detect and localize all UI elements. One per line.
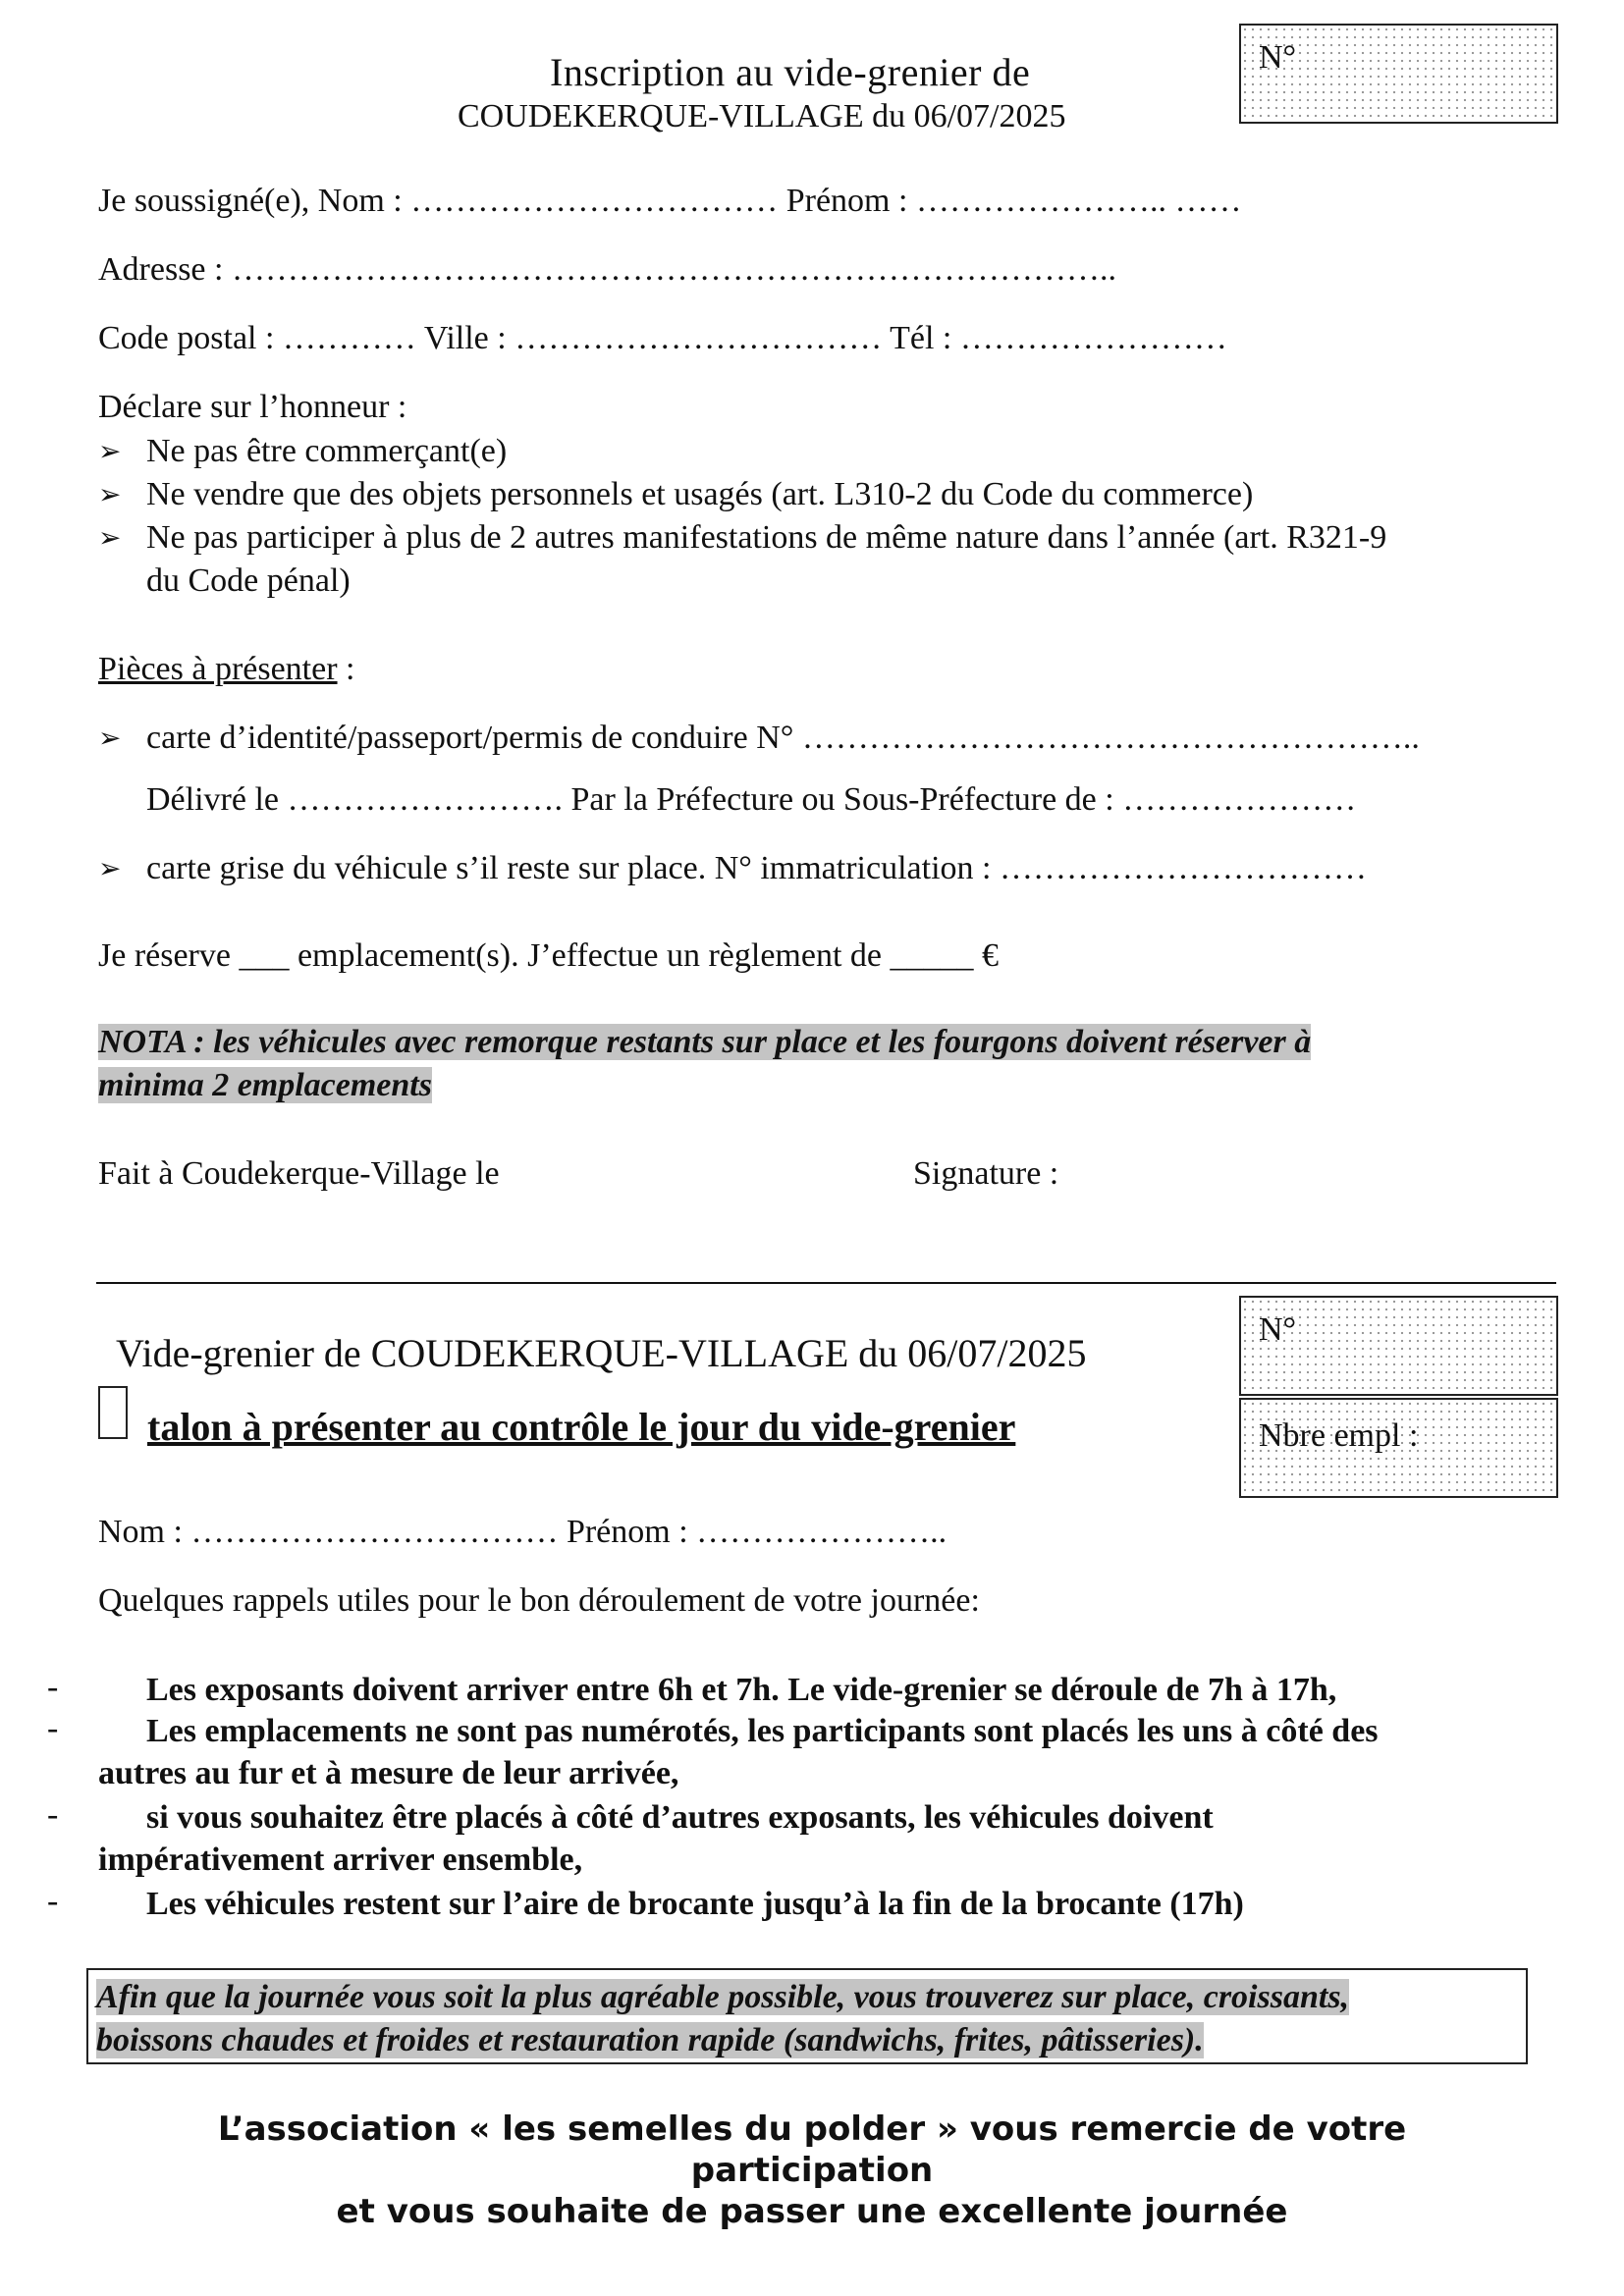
arrowhead-bullet-icon: ➢ (98, 478, 122, 510)
info-line-2: boissons chaudes et froides et restauration rapide (sandwichs, frites, pâtisseries). (96, 2022, 1204, 2058)
rappel-item-continued: autres au fur et à mesure de leur arrivée, (98, 1755, 679, 1791)
talon-number-label: N° (1259, 1311, 1297, 1348)
info-box (86, 1968, 1528, 2064)
rappels-heading: Quelques rappels utiles pour le bon déroulement de votre journée: (98, 1582, 980, 1619)
arrowhead-bullet-icon: ➢ (98, 521, 122, 554)
places-count-box (1239, 1398, 1558, 1498)
form-title: Inscription au vide-grenier de (550, 50, 1031, 94)
declaration-heading: Déclare sur l’honneur : (98, 389, 407, 425)
arrowhead-bullet-icon: ➢ (98, 852, 122, 884)
address-line: Adresse : …………………………………………………………………….. (98, 251, 1116, 288)
number-label: N° (1259, 39, 1297, 76)
info-line-1: Afin que la journée vous soit la plus agréable possible, vous trouverez sur place, croissants, (96, 1979, 1350, 2015)
id-document-line: carte d’identité/passeport/permis de conduire N° ……………………………………………….. (146, 720, 1420, 756)
pieces-heading (98, 648, 355, 691)
talon-name-line: Nom : …………………………… Prénom : ………………….. (98, 1514, 947, 1550)
cut-line-divider (96, 1282, 1556, 1284)
rappel-item-continued: impérativement arriver ensemble, (98, 1842, 583, 1878)
signature-label: Signature : (913, 1155, 1059, 1192)
declaration-item: Ne pas être commerçant(e) (146, 433, 508, 469)
reservation-line: Je réserve ___ emplacement(s). J’effectue un règlement de _____ € (98, 937, 1000, 974)
fait-a-line: Fait à Coudekerque-Village le (98, 1155, 500, 1192)
dash-bullet: - (47, 1883, 59, 1919)
talon-number-box (1239, 1296, 1558, 1396)
nota-line-2: minima 2 emplacements (98, 1067, 432, 1103)
arrowhead-bullet-icon: ➢ (98, 435, 122, 467)
places-count-label: Nbre empl : (1259, 1417, 1419, 1454)
postal-line: Code postal : ………… Ville : …………………………… Tél : …………………… (98, 320, 1227, 356)
dash-bullet: - (47, 1710, 59, 1746)
declaration-item-continued: du Code pénal) (146, 562, 351, 599)
pieces-heading-label: Pièces à présenter (98, 651, 338, 687)
rappel-item: Les exposants doivent arriver entre 6h et 7h. Le vide-grenier se déroule de 7h à 17h, (146, 1672, 1337, 1708)
footer-thanks-line-1: L’association « les semelles du polder » vous remercie de votre (217, 2109, 1407, 2149)
declaration-item: Ne pas participer à plus de 2 autres manifestations de même nature dans l’année (art. R321-9 (146, 519, 1387, 556)
nota-block (98, 1021, 1492, 1107)
dash-bullet: - (47, 1669, 59, 1705)
rappel-item: si vous souhaitez être placés à côté d’autres exposants, les véhicules doivent (146, 1799, 1214, 1836)
nota-line-1: NOTA : les véhicules avec remorque restants sur place et les fourgons doivent réserver à (98, 1024, 1312, 1060)
pieces-heading-colon: : (337, 651, 355, 687)
checkbox-icon (98, 1386, 128, 1439)
rappel-item: Les véhicules restent sur l’aire de brocante jusqu’à la fin de la brocante (17h) (146, 1886, 1244, 1922)
talon-subtitle: talon à présenter au contrôle le jour du vide-grenier (147, 1405, 1016, 1449)
rappel-item: Les emplacements ne sont pas numérotés, les participants sont placés les uns à côté des (146, 1713, 1379, 1749)
footer-thanks-line-3: et vous souhaite de passer une excellente journée (336, 2192, 1288, 2231)
registration-card-line: carte grise du véhicule s’il reste sur place. N° immatriculation : …………………………… (146, 850, 1367, 886)
form-subtitle: COUDEKERQUE-VILLAGE du 06/07/2025 (458, 98, 1066, 134)
name-line: Je soussigné(e), Nom : …………………………… Prénom : ………………….. …… (98, 183, 1242, 219)
delivered-line: Délivré le ……………………. Par la Préfecture ou Sous-Préfecture de : ………………… (146, 781, 1357, 818)
footer-thanks-line-2: participation (690, 2151, 934, 2190)
dash-bullet: - (47, 1796, 59, 1833)
arrowhead-bullet-icon: ➢ (98, 721, 122, 754)
registration-number-box (1239, 24, 1558, 124)
declaration-item: Ne vendre que des objets personnels et usagés (art. L310-2 du Code du commerce) (146, 476, 1254, 512)
talon-title: Vide-grenier de COUDEKERQUE-VILLAGE du 06/07/2025 (116, 1331, 1087, 1375)
